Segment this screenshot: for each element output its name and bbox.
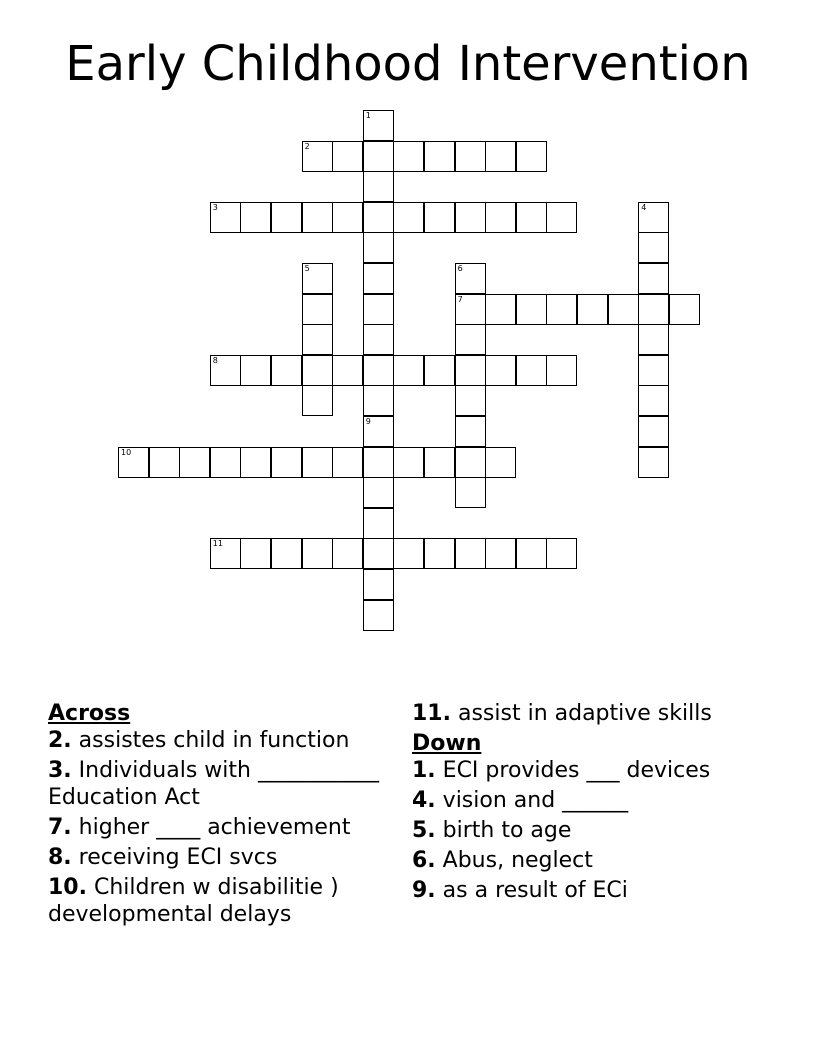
grid-cell[interactable] [638, 232, 669, 263]
grid-cell[interactable] [485, 538, 516, 569]
grid-cell[interactable] [302, 538, 333, 569]
grid-cell[interactable] [393, 538, 424, 569]
grid-cell[interactable] [363, 477, 394, 508]
grid-cell[interactable] [485, 447, 516, 478]
grid-cell[interactable] [455, 538, 486, 569]
clue-number: 9. [412, 878, 436, 903]
grid-cell[interactable] [302, 263, 333, 294]
grid-cell[interactable] [363, 508, 394, 539]
grid-cell[interactable] [363, 447, 394, 478]
grid-cell[interactable] [271, 202, 302, 233]
clue-across-11 [412, 700, 792, 727]
clue-across-8 [48, 844, 398, 871]
clue-number: 10. [48, 875, 87, 900]
grid-cell[interactable] [302, 141, 333, 172]
grid-cell[interactable] [516, 355, 547, 386]
grid-cell[interactable] [516, 294, 547, 325]
clue-across-3 [48, 757, 398, 811]
grid-cell[interactable] [455, 416, 486, 447]
grid-cell[interactable] [363, 110, 394, 141]
cell-number: 3 [212, 202, 218, 212]
cell-number: 5 [304, 264, 310, 273]
grid-cell[interactable] [638, 324, 669, 355]
clue-text: Individuals with ___________ Education Act [48, 758, 379, 810]
grid-cell[interactable] [332, 355, 363, 386]
grid-cell[interactable] [271, 355, 302, 386]
grid-cell[interactable] [455, 141, 486, 172]
clue-number: 2. [48, 728, 72, 753]
cell-number: 6 [457, 264, 463, 273]
grid-cell[interactable] [363, 263, 394, 294]
grid-cell[interactable] [240, 538, 271, 569]
clues-left-column [48, 700, 398, 931]
clue-down-6 [412, 847, 792, 874]
cell-number: 7 [457, 294, 463, 304]
grid-cell[interactable] [608, 294, 639, 325]
clue-text: assist in adaptive skills [457, 701, 712, 726]
grid-cell[interactable] [363, 569, 394, 600]
grid-cell[interactable] [546, 538, 577, 569]
clue-across-2 [48, 727, 398, 754]
clue-down-9 [412, 877, 792, 904]
clue-text: as a result of ECi [442, 878, 628, 903]
grid-cell[interactable] [118, 447, 149, 478]
grid-cell[interactable] [455, 385, 486, 416]
cell-number: 1 [365, 111, 371, 120]
clue-text: birth to age [442, 818, 572, 843]
grid-cell[interactable] [363, 171, 394, 202]
clue-text: Children w disabilitie ) developmental delays [48, 875, 339, 927]
clue-text: assistes child in function [78, 728, 350, 753]
clue-text: ECI provides ___ devices [442, 758, 711, 783]
grid-cell[interactable] [210, 202, 241, 233]
grid-cell[interactable] [240, 202, 271, 233]
grid-cell[interactable] [638, 355, 669, 386]
grid-cell[interactable] [638, 447, 669, 478]
grid-cell[interactable] [516, 538, 547, 569]
grid-cell[interactable] [302, 447, 333, 478]
grid-cell[interactable] [302, 294, 333, 325]
grid-cell[interactable] [363, 416, 394, 447]
cell-number: 4 [641, 202, 647, 212]
clue-number: 11. [412, 701, 451, 726]
grid-cell[interactable] [210, 447, 241, 478]
grid-cell[interactable] [455, 294, 486, 325]
grid-cell[interactable] [393, 447, 424, 478]
clues-right-column [412, 700, 792, 907]
clue-number: 5. [412, 818, 436, 843]
clue-text: receiving ECI svcs [78, 845, 278, 870]
clue-text: vision and ______ [442, 788, 629, 813]
clue-down-4 [412, 787, 792, 814]
clue-across-10 [48, 874, 398, 928]
grid-cell[interactable] [455, 202, 486, 233]
grid-cell[interactable] [240, 447, 271, 478]
grid-cell[interactable] [485, 355, 516, 386]
grid-cell[interactable] [393, 202, 424, 233]
clue-text: Abus, neglect [442, 848, 593, 873]
grid-cell[interactable] [363, 385, 394, 416]
grid-cell[interactable] [424, 202, 455, 233]
grid-cell[interactable] [546, 202, 577, 233]
clue-number: 4. [412, 788, 436, 813]
clue-down-1 [412, 757, 792, 784]
grid-cell[interactable] [546, 294, 577, 325]
grid-cell[interactable] [210, 538, 241, 569]
grid-cell[interactable] [363, 600, 394, 631]
grid-cell[interactable] [302, 202, 333, 233]
grid-cell[interactable] [271, 538, 302, 569]
grid-cell[interactable] [516, 141, 547, 172]
grid-cell[interactable] [363, 355, 394, 386]
grid-cell[interactable] [393, 141, 424, 172]
grid-cell[interactable] [302, 324, 333, 355]
cell-number: 10 [121, 447, 132, 457]
grid-cell[interactable] [302, 385, 333, 416]
down-heading: Down [412, 731, 482, 756]
puzzle-title: Early Childhood Intervention [65, 36, 751, 92]
cell-number: 11 [212, 539, 223, 549]
grid-cell[interactable] [332, 202, 363, 233]
cell-number: 8 [212, 355, 218, 365]
grid-cell[interactable] [424, 355, 455, 386]
grid-cell[interactable] [179, 447, 210, 478]
grid-cell[interactable] [332, 141, 363, 172]
grid-cell[interactable] [516, 202, 547, 233]
cell-number: 9 [365, 417, 371, 426]
grid-cell[interactable] [638, 294, 669, 325]
grid-cell[interactable] [455, 355, 486, 386]
clue-number: 1. [412, 758, 436, 783]
grid-cell[interactable] [455, 447, 486, 478]
grid-cell[interactable] [485, 294, 516, 325]
clue-number: 7. [48, 815, 72, 840]
clue-number: 6. [412, 848, 436, 873]
clue-number: 8. [48, 845, 72, 870]
grid-cell[interactable] [210, 355, 241, 386]
across-heading: Across [48, 701, 131, 726]
grid-cell[interactable] [485, 202, 516, 233]
grid-cell[interactable] [669, 294, 700, 325]
grid-cell[interactable] [332, 538, 363, 569]
clue-across-7 [48, 814, 398, 841]
grid-cell[interactable] [577, 294, 608, 325]
grid-cell[interactable] [393, 355, 424, 386]
grid-cell[interactable] [363, 324, 394, 355]
grid-cell[interactable] [271, 447, 302, 478]
grid-cell[interactable] [546, 355, 577, 386]
grid-cell[interactable] [363, 202, 394, 233]
grid-cell[interactable] [638, 416, 669, 447]
clue-text: higher ____ achievement [78, 815, 351, 840]
clue-down-5 [412, 817, 792, 844]
clue-number: 3. [48, 758, 72, 783]
grid-cell[interactable] [424, 538, 455, 569]
grid-cell[interactable] [638, 263, 669, 294]
grid-cell[interactable] [424, 447, 455, 478]
grid-cell[interactable] [240, 355, 271, 386]
grid-cell[interactable] [363, 232, 394, 263]
grid-cell[interactable] [455, 477, 486, 508]
grid-cell[interactable] [638, 202, 669, 233]
cell-number: 2 [304, 141, 310, 151]
grid-cell[interactable] [149, 447, 180, 478]
grid-cell[interactable] [424, 141, 455, 172]
grid-cell[interactable] [455, 263, 486, 294]
grid-cell[interactable] [363, 538, 394, 569]
grid-cell[interactable] [363, 294, 394, 325]
grid-cell[interactable] [455, 324, 486, 355]
grid-cell[interactable] [485, 141, 516, 172]
grid-cell[interactable] [638, 385, 669, 416]
grid-cell[interactable] [302, 355, 333, 386]
grid-cell[interactable] [332, 447, 363, 478]
grid-cell[interactable] [363, 141, 394, 172]
